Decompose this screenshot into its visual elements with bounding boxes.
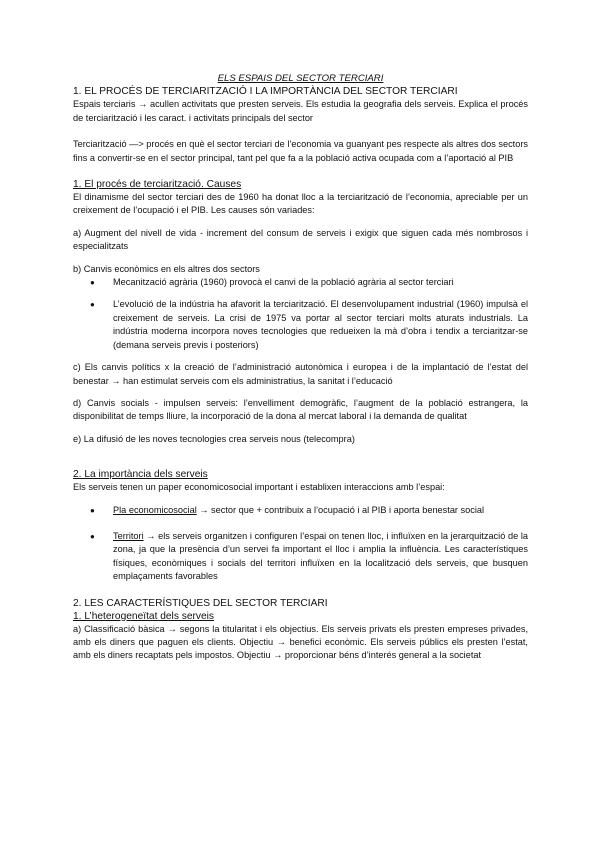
subsection-1-2-heading: 2. La importància dels serveis	[73, 469, 208, 481]
list-item-text: L’evolució de la indústria ha afavorit la terciarització. El desenvolupament industrial (1960) impulsà el creixement de serveis. La crisi de 1975 va portar al sector terciari molts aturats industrials. La indústria moderna incorpora noves tecnologies que redueixen la mà d’obra i tendix a terciaritzar-se (demana serveis previs i posteriors)	[113, 299, 528, 350]
subsection-1-1-intro: El dinamisme del sector terciari des de 1960 ha donat lloc a la terciarització de l’economia, apreciable per un creixement de l’ocupació i el PIB. Les causes són variades:	[73, 192, 528, 216]
subsection-1-2-intro: Els serveis tenen un paper economicosocial important i establixen interaccions amb l’espai:	[73, 482, 445, 493]
cause-e: e) La difusió de les noves tecnologies crea serveis nous (telecompra)	[73, 433, 355, 444]
section-2-heading: 2. LES CARACTERÍSTIQUES DEL SECTOR TERCIARI	[73, 597, 328, 609]
cause-b: b) Canvis econòmics en els altres dos sectors	[73, 263, 260, 274]
terciaritzacio-definition: Terciarització —> procés en què el sector terciari de l’economia va guanyant pes respecte als altres dos sectors fins a convertir-se en el sector principal, tant pel que fa a la població activa ocupada com a l’aportació al PIB	[73, 139, 528, 163]
bullet-icon: ●	[90, 505, 95, 515]
cause-c: c) Els canvis polítics x la creació de l’administració autonòmica i europea i de la implantació de l’estat del benestar → han estimulat serveis com els administratius, la sanitat i l’educació	[73, 362, 528, 386]
list-item-term: Pla economicosocial	[113, 504, 197, 515]
subsection-1-1-heading: 1. El procés de terciarització. Causes	[73, 179, 242, 191]
list-item-text: → els serveis organitzen i configuren l’espai on tenen lloc, i influïxen en la jerarquització de la zona, ja que la presència d’un servei fa important el lloc i amplia la influència. Les característiques físiques, econòmiques i socials del territori influïxen en la localització dels serveis, que busquen emplaçaments favorables	[113, 530, 528, 582]
list-item	[73, 504, 528, 517]
list-item-text: Mecanització agrària (1960) provocà el canvi de la població agrària al sector terciari	[113, 277, 454, 288]
bullet-icon: ●	[90, 531, 95, 541]
cause-d: d) Canvis socials - impulsen serveis: l’envelliment demogràfic, l’augment de la població estrangera, la disponibilitat de temps lliure, la incorporació de la dona al mercat laboral i la demanda de qualitat	[73, 397, 528, 422]
list-item-term: Territori	[113, 530, 144, 541]
document-body	[73, 72, 528, 663]
list-item	[73, 298, 528, 352]
list-item	[73, 276, 528, 289]
bullet-icon: ●	[90, 300, 95, 310]
section-1-intro: Espais terciaris → acullen activitats que presten serveis. Els estudia la geografia dels serveis. Explica el procés de terciarització i les caract. i activitats principals del sector	[73, 99, 528, 123]
document-title: ELS ESPAIS DEL SECTOR TERCIARI	[217, 73, 384, 84]
importance-list	[73, 504, 528, 584]
bullet-icon: ●	[90, 278, 95, 288]
cause-b-list	[73, 276, 528, 352]
cause-a: a) Augment del nivell de vida - increment del consum de serveis i exigix que siguen cada més nombrosos i especialitzats	[73, 227, 528, 252]
list-item-text: → sector que + contribuix a l’ocupació i al PIB i aporta benestar social	[196, 504, 485, 515]
section-1-heading: 1. EL PROCÉS DE TERCIARITZACIÓ I LA IMPORTÀNCIA DEL SECTOR TERCIARI	[73, 86, 458, 98]
list-item	[73, 530, 528, 584]
classification-paragraph: a) Classificació bàsica → segons la titularitat i els objectius. Els serveis privats els presten empreses privades, amb els diners que paguen els clients. Objectiu → benefici econòmic. Els serveis públics els presten l’estat, amb els diners recaptats pels impostos. Objectiu → proporcionar béns d’interés general a la societat	[73, 623, 528, 661]
subsection-2-1-heading: 1. L’heterogeneïtat dels serveis	[73, 610, 215, 622]
